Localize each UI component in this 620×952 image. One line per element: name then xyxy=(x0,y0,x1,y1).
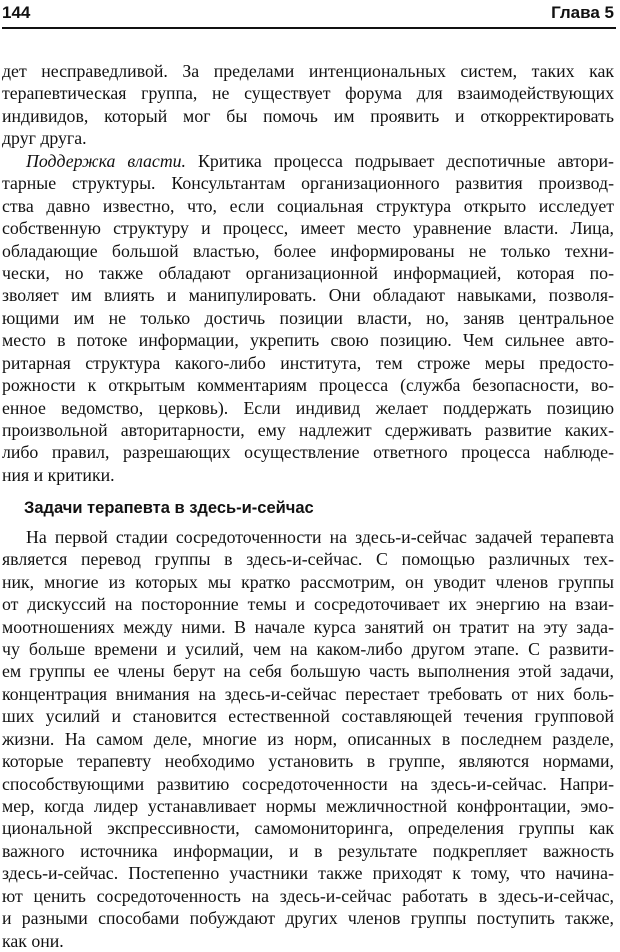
text-line: друг друга. xyxy=(2,128,87,149)
text-line: способствующими развитию сосредоточенности на здесь-и-сейчас. Напри- xyxy=(2,773,614,794)
text-line: ритарная структура какого-либо института, тем строже меры предосто- xyxy=(2,352,614,373)
text-line: циональной экспрессивности, самомониторинга, определения группы как xyxy=(2,818,614,839)
text-line: тарные структуры. Консультантам организационного развития производ- xyxy=(2,173,614,194)
text-line: произвольной авторитарности, ему надлежит сдерживать развитие каких- xyxy=(2,420,614,440)
text-line: чу больше времени и усилий, чем на каком-либо другом этапе. С развити- xyxy=(2,638,614,659)
text-line: На первой стадии сосредоточенности на здесь-и-сейчас задачей терапевта xyxy=(26,526,614,547)
text-line: собственную структуру и процесс, имеет место уравнение власти. Лица, xyxy=(2,218,614,239)
text-line xyxy=(2,150,614,172)
text-line: чески, но также обладают организационной информацией, которая по- xyxy=(2,262,614,283)
text-line: дет несправедливой. За пределами интенциональных систем, таких как xyxy=(2,61,614,81)
section-heading: Задачи терапевта в здесь-и-сейчас xyxy=(24,499,314,518)
text-line: рожности к открытым комментариям процесса (служба безопасности, во- xyxy=(2,375,614,396)
text-line: индивидов, который мог бы помочь им проявить и откорректировать xyxy=(2,105,614,126)
text-line: ства давно известно, что, если социальная структура открыто исследует xyxy=(2,195,614,216)
text-line: ших усилий и становится естественной составляющей течения групповой xyxy=(2,706,614,727)
text-line: концентрация внимания на здесь-и-сейчас перестает требовать от них боль- xyxy=(2,683,614,704)
paragraph-continuation xyxy=(2,60,614,150)
body-text xyxy=(2,60,614,952)
page-number: 144 xyxy=(2,3,31,22)
text-line: обладающие большой властью, более информированы не только техни- xyxy=(2,240,614,261)
text-line: жизни. На самом деле, многие из норм, описанных в последнем разделе, xyxy=(2,728,614,749)
paragraph-power-support xyxy=(2,150,614,487)
text-line: мер, когда лидер устанавливает нормы межличностной конфронтации, эмо- xyxy=(2,796,614,816)
text-line: и разными способами побуждают других членов группы поступить также, xyxy=(2,908,614,929)
text-run: Критика процесса подрывает деспотичные автори- xyxy=(186,150,614,171)
text-line: ник, многие из которых мы кратко рассмотрим, он уводит членов группы xyxy=(2,571,614,592)
text-line: как они. xyxy=(2,930,64,951)
text-line: от дискуссий на посторонние темы и сосредоточивает их энергию на взаи- xyxy=(2,594,614,615)
text-line: ем группы ее члены берут на себя большую часть выполнения этой задачи, xyxy=(2,661,614,682)
running-header xyxy=(2,2,614,26)
text-line: либо правил, разрешающих осуществление ответного процесса наблюде- xyxy=(2,442,614,463)
text-line: терапевтическая группа, не существует форума для взаимодействующих xyxy=(2,83,614,104)
text-line: важного источника информации, и в результате подкрепляет важность xyxy=(2,840,614,861)
text-line: которые терапевту необходимо установить в группе, являются нормами, xyxy=(2,751,614,772)
text-line: здесь-и-сейчас. Постепенно участники также приходят к тому, что начина- xyxy=(2,863,614,884)
text-line: енное ведомство, церковь). Если индивид желает поддержать позицию xyxy=(2,397,614,418)
text-line: место в потоке информации, укрепить свою позицию. Чем сильнее авто- xyxy=(2,330,614,351)
chapter-label: Глава 5 xyxy=(551,3,614,22)
paragraph-therapist-tasks xyxy=(2,526,614,952)
text-line: моотношениях между ними. В начале курса занятий он тратит на эту зада- xyxy=(2,616,614,637)
text-line: ющими им не только достичь позиции власти, но, заняв центральное xyxy=(2,307,614,328)
italic-run-in-heading: Поддержка власти. xyxy=(26,150,186,171)
text-line: ния и критики. xyxy=(2,464,115,485)
text-line: ют ценить сосредоточенность на здесь-и-сейчас работать в здесь-и-сейчас, xyxy=(2,885,614,906)
text-line: зволяет им влиять и манипулировать. Они обладают навыками, позволя- xyxy=(2,285,614,306)
text-line: является перевод группы в здесь-и-сейчас. С помощью различных тех- xyxy=(2,549,614,570)
header-rule xyxy=(2,27,616,29)
